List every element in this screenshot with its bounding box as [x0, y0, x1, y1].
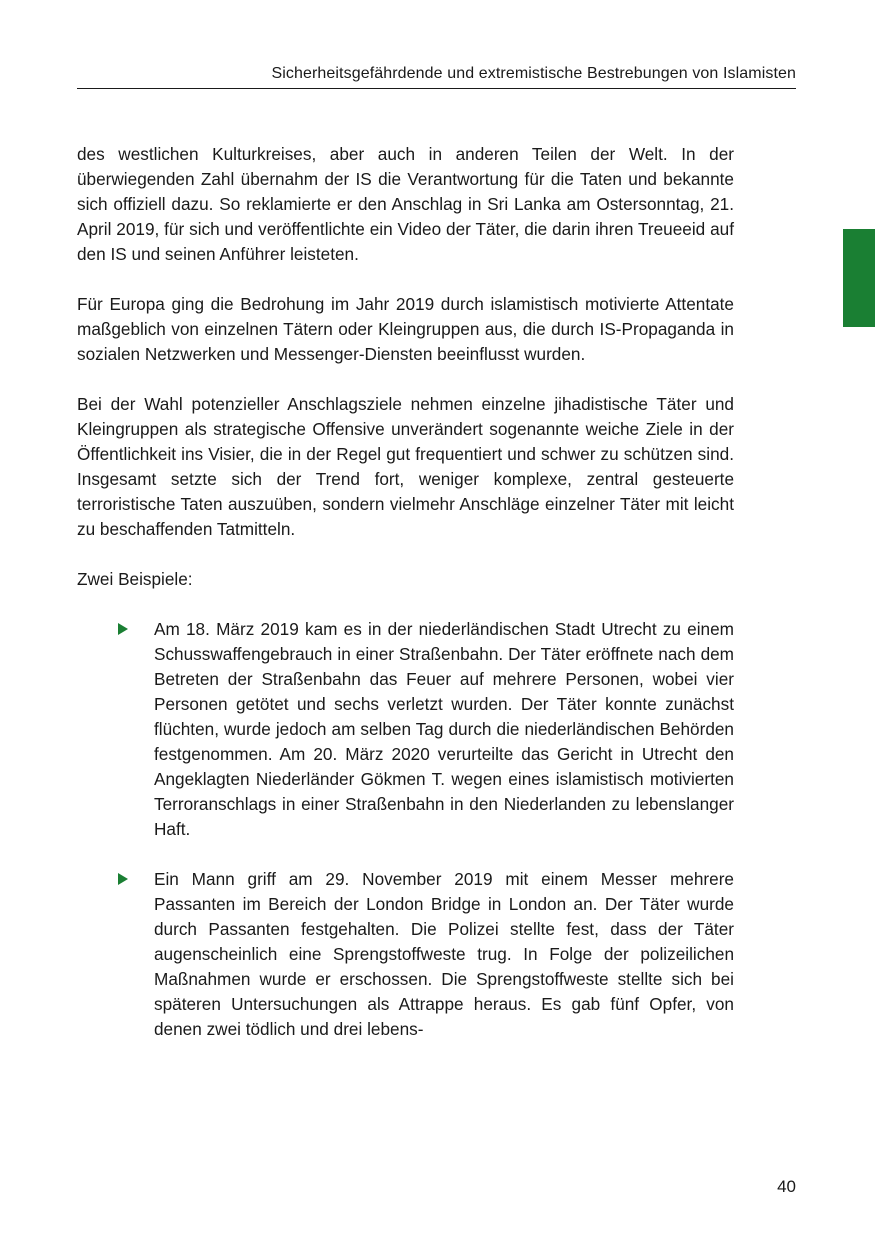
triangle-bullet-icon — [118, 873, 128, 885]
list-item-text: Ein Mann griff am 29. November 2019 mit einem Messer mehrere Passanten im Bereich der London Bridge in London an. Der Täter wurde durch Passanten festgehalten. Die Polizei stellte fest, dass der Täter augenscheinlich eine Sprengstoffweste trug. In Folge der polizeilichen Maßnahmen wurde er erschossen. Die Sprengstoffweste stellte sich bei späteren Untersuchungen als Attrappe heraus. Es gab fünf Opfer, von denen zwei tödlich und drei lebens- — [154, 869, 734, 1039]
list-item — [77, 867, 734, 1042]
triangle-bullet-icon — [118, 623, 128, 635]
paragraph: des westlichen Kulturkreises, aber auch in anderen Teilen der Welt. In der überwiegenden Zahl übernahm der IS die Verantwortung für die Taten und bekannte sich offiziell dazu. So reklamierte er den Anschlag in Sri Lanka am Ostersonntag, 21. April 2019, für sich und veröffentlichte ein Video der Täter, die darin ihren Treueeid auf den IS und seinen Anführer leisteten. — [77, 144, 734, 264]
header-rule — [77, 88, 796, 89]
chapter-tab-marker — [843, 229, 875, 327]
page-number: 40 — [777, 1177, 796, 1196]
examples-list — [77, 617, 734, 1042]
list-item — [77, 617, 734, 842]
body-text — [77, 142, 734, 1067]
paragraph: Bei der Wahl potenzieller Anschlagsziele nehmen einzelne jihadistische Täter und Kleingruppen als strategische Offensive unverändert sogenannte weiche Ziele in der Öffentlichkeit ins Visier, die in der Regel gut frequentiert und schwer zu schützen sind. Insgesamt setzte sich der Trend fort, weniger komplexe, zentral gesteuerte terroristische Taten auszuüben, sondern vielmehr Anschläge einzelner Täter mit leicht zu beschaffenden Tatmitteln. — [77, 394, 734, 539]
running-header: Sicherheitsgefährdende und extremistische Bestrebungen von Islamisten — [271, 65, 796, 82]
examples-intro: Zwei Beispiele: — [77, 569, 193, 589]
paragraph: Für Europa ging die Bedrohung im Jahr 2019 durch islamistisch motivierte Attentate maßgeblich von einzelnen Tätern oder Kleingruppen aus, die durch IS-Propaganda in sozialen Netzwerken und Messenger-Diensten beeinflusst wurden. — [77, 294, 734, 364]
list-item-text: Am 18. März 2019 kam es in der niederländischen Stadt Utrecht zu einem Schusswaffengebrauch in einer Straßenbahn. Der Täter eröffnete nach dem Betreten der Straßenbahn das Feuer auf mehrere Personen, wobei vier Personen getötet und sechs verletzt wurden. Der Täter konnte zunächst flüchten, wurde jedoch am selben Tag durch die niederländischen Behörden festgenommen. Am 20. März 2020 verurteilte das Gericht in Utrecht den Angeklagten Niederländer Gökmen T. wegen eines islamistisch motivierten Terroranschlags in einer Straßenbahn in den Niederlanden zu lebenslanger Haft. — [154, 619, 734, 839]
